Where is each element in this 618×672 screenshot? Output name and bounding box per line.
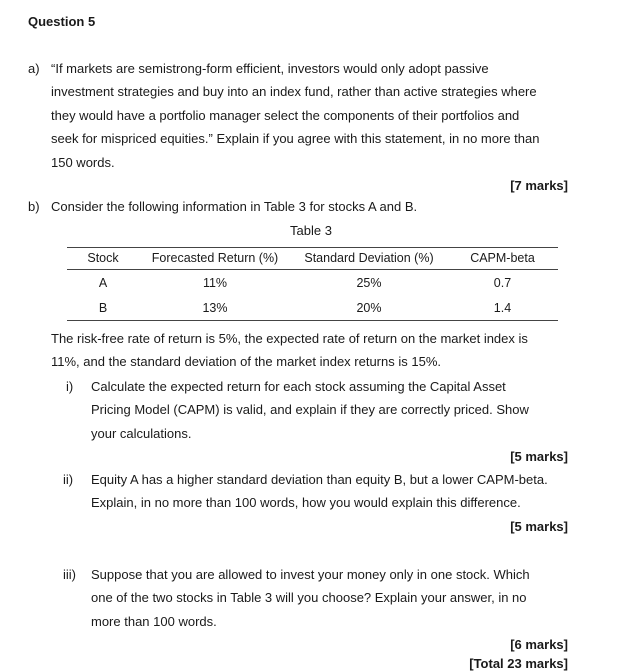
sub-iii-line: one of the two stocks in Table 3 will you choose? Explain your answer, in no <box>91 590 527 606</box>
sub-i-line: Pricing Model (CAPM) is valid, and explain if they are correctly priced. Show <box>91 402 529 418</box>
table-caption: Table 3 <box>290 223 332 238</box>
market-info-line: 11%, and the standard deviation of the market index returns is 15%. <box>51 354 441 370</box>
sub-i-line: your calculations. <box>91 425 192 441</box>
part-a-line: they would have a portfolio manager select the components of their portfolios and <box>51 107 520 123</box>
sub-iii-label: iii) <box>63 567 76 582</box>
table-cell: 13% <box>139 295 291 321</box>
sub-iii-marks: [6 marks] <box>510 637 568 652</box>
sub-ii-marks: [5 marks] <box>510 519 568 534</box>
part-a-marks: [7 marks] <box>510 178 568 193</box>
table-header-row <box>67 247 558 270</box>
table-cell: 1.4 <box>447 295 558 321</box>
table-cell: 25% <box>356 275 382 290</box>
table-cell: 0.7 <box>493 275 512 290</box>
data-table <box>67 247 558 321</box>
table-row <box>67 270 558 296</box>
table-cell: B <box>67 295 139 321</box>
table-cell: 20% <box>291 295 447 321</box>
part-a-line: 150 words. <box>51 154 115 170</box>
table-cell: 11% <box>202 275 228 290</box>
sub-ii-text <box>91 468 548 515</box>
table-header-cell: Stock <box>67 247 139 270</box>
sub-ii-line: Equity A has a higher standard deviation than equity B, but a lower CAPM-beta. <box>91 472 548 487</box>
table-cell: A <box>98 275 108 290</box>
part-a-text <box>51 57 539 174</box>
market-info-line: The risk-free rate of return is 5%, the expected rate of return on the market index is <box>51 331 528 346</box>
table-header-cell: Standard Deviation (%) <box>291 247 447 270</box>
question-title: Question 5 <box>28 14 96 29</box>
sub-ii-label: ii) <box>63 472 74 487</box>
sub-iii-line: Suppose that you are allowed to invest your money only in one stock. Which <box>91 567 530 582</box>
market-info-text <box>51 327 528 374</box>
sub-iii-text <box>91 563 530 633</box>
sub-ii-line: Explain, in no more than 100 words, how you would explain this difference. <box>91 495 521 511</box>
part-b-label: b) <box>28 199 40 214</box>
sub-iii-line: more than 100 words. <box>91 613 217 629</box>
total-marks: [Total 23 marks] <box>469 656 568 671</box>
part-b-intro: Consider the following information in Table 3 for stocks A and B. <box>51 199 418 214</box>
part-a-label: a) <box>28 61 40 76</box>
part-a-line: investment strategies and buy into an index fund, rather than active strategies where <box>51 84 537 100</box>
sub-i-text <box>91 375 529 445</box>
table-header-cell: CAPM-beta <box>447 247 558 270</box>
sub-i-marks: [5 marks] <box>510 449 568 464</box>
table-header-cell: Forecasted Return (%) <box>139 247 291 270</box>
part-a-line: “If markets are semistrong-form efficient, investors would only adopt passive <box>51 61 489 76</box>
part-a-line: seek for mispriced equities.” Explain if you agree with this statement, in no more than <box>51 131 540 147</box>
table-row <box>67 295 558 321</box>
sub-i-label: i) <box>66 379 74 394</box>
sub-i-line: Calculate the expected return for each stock assuming the Capital Asset <box>91 379 506 394</box>
